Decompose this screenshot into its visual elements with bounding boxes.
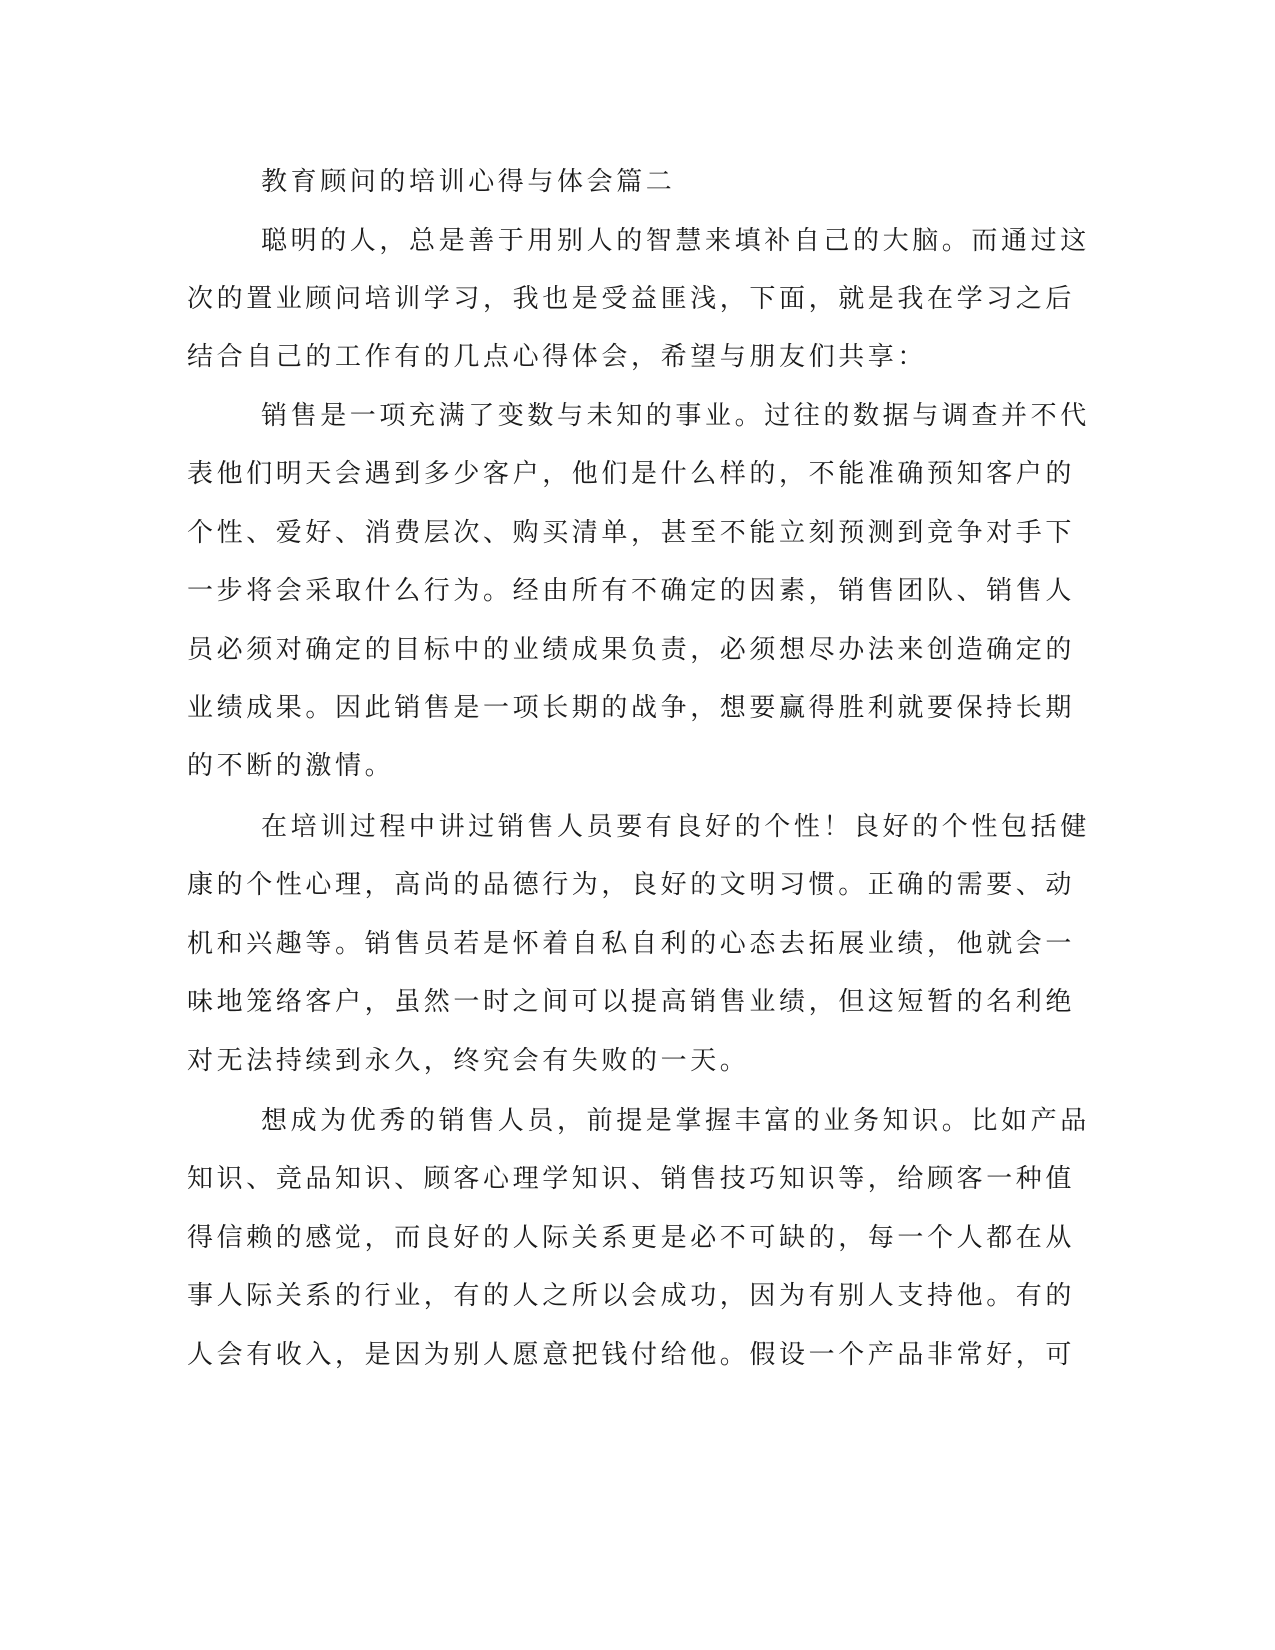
paragraph-2-line-4: 一步将会采取什么行为。经由所有不确定的因素，销售团队、销售人 <box>187 576 1076 606</box>
paragraph-1-line-2: 次的置业顾问培训学习，我也是受益匪浅，下面，就是我在学习之后 <box>187 284 1076 314</box>
paragraph-2-line-5: 员必须对确定的目标中的业绩成果负责，必须想尽办法来创造确定的 <box>187 635 1076 665</box>
paragraph-2-line-1: 销售是一项充满了变数与未知的事业。过往的数据与调查并不代 <box>261 401 1090 431</box>
paragraph-2-line-6: 业绩成果。因此销售是一项长期的战争，想要赢得胜利就要保持长期 <box>187 693 1076 723</box>
paragraph-2-line-3: 个性、爱好、消费层次、购买清单，甚至不能立刻预测到竞争对手下 <box>187 518 1076 548</box>
paragraph-4-line-4: 事人际关系的行业，有的人之所以会成功，因为有别人支持他。有的 <box>187 1281 1076 1311</box>
paragraph-3-line-3: 机和兴趣等。销售员若是怀着自私自利的心态去拓展业绩，他就会一 <box>187 929 1076 959</box>
paragraph-4-line-3: 得信赖的感觉，而良好的人际关系更是必不可缺的，每一个人都在从 <box>187 1223 1076 1253</box>
paragraph-2-line-2: 表他们明天会遇到多少客户，他们是什么样的，不能准确预知客户的 <box>187 459 1076 489</box>
paragraph-1-line-1: 聪明的人，总是善于用别人的智慧来填补自己的大脑。而通过这 <box>261 226 1090 256</box>
document-title: 教育顾问的培训心得与体会篇二 <box>261 167 676 197</box>
paragraph-1-line-3: 结合自己的工作有的几点心得体会，希望与朋友们共享： <box>187 342 928 372</box>
paragraph-3-line-2: 康的个性心理，高尚的品德行为，良好的文明习惯。正确的需要、动 <box>187 870 1076 900</box>
paragraph-4-line-2: 知识、竞品知识、顾客心理学知识、销售技巧知识等，给顾客一种值 <box>187 1164 1076 1194</box>
paragraph-3-line-4: 味地笼络客户，虽然一时之间可以提高销售业绩，但这短暂的名利绝 <box>187 987 1076 1017</box>
paragraph-4-line-1: 想成为优秀的销售人员，前提是掌握丰富的业务知识。比如产品 <box>261 1106 1090 1136</box>
paragraph-3-line-1: 在培训过程中讲过销售人员要有良好的个性！良好的个性包括健 <box>261 812 1090 842</box>
paragraph-2-line-7: 的不断的激情。 <box>187 751 395 781</box>
paragraph-4-line-5: 人会有收入，是因为别人愿意把钱付给他。假设一个产品非常好，可 <box>187 1340 1076 1370</box>
paragraph-3-line-5: 对无法持续到永久，终究会有失败的一天。 <box>187 1046 750 1076</box>
